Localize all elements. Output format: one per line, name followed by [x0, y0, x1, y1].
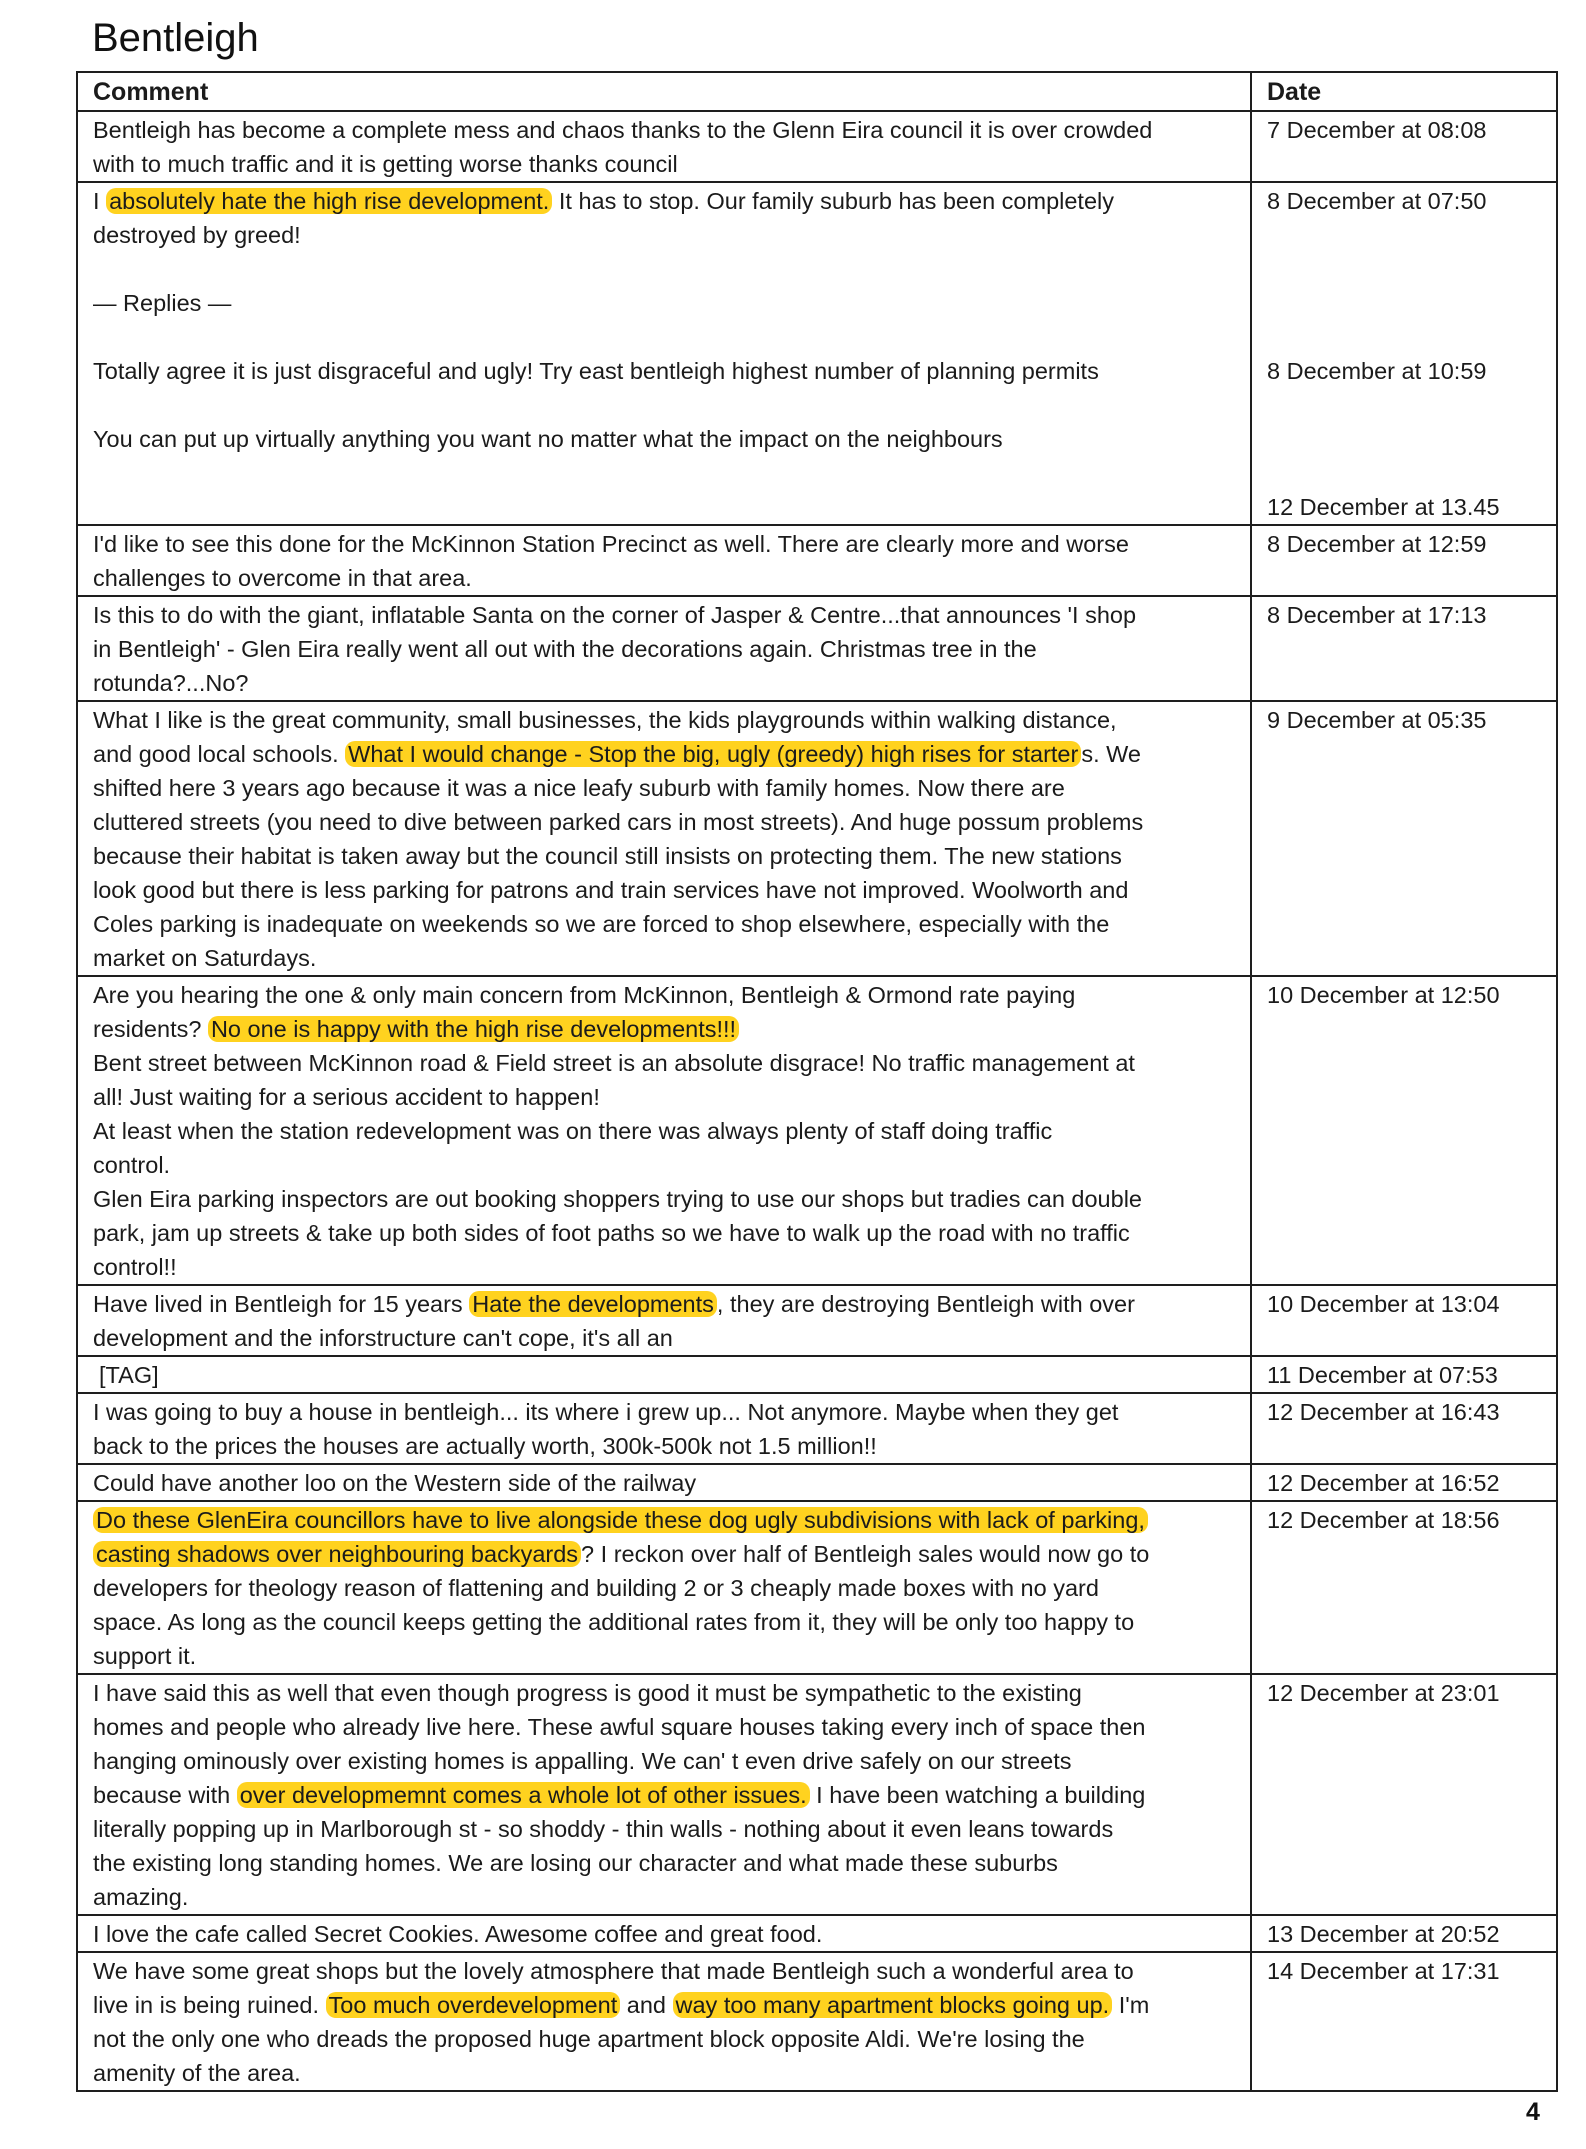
highlighted-text: way too many apartment blocks going up. — [673, 1992, 1113, 2018]
comment-cell — [77, 701, 1251, 976]
comment-text: I'd like to see this done for the McKinnon Station Precinct as well. There are clearly more and worse — [93, 531, 1129, 557]
comment-line — [93, 941, 1240, 975]
comment-line — [93, 1148, 1240, 1182]
comment-text: Have lived in Bentleigh for 15 years — [93, 1291, 470, 1317]
spacer — [93, 252, 1240, 286]
comment-cell — [77, 1915, 1251, 1952]
comment-text: support it. — [93, 1643, 197, 1669]
comment-cell — [77, 182, 1251, 525]
comment-text: destroyed by greed! — [93, 222, 301, 248]
date-cell — [1251, 1915, 1557, 1952]
comment-date: 13 December at 20:52 — [1267, 1921, 1500, 1947]
comment-line — [93, 1503, 1240, 1537]
comment-text: I have been watching a building — [809, 1782, 1146, 1808]
date-cell — [1251, 976, 1557, 1285]
table-row — [77, 1952, 1557, 2091]
comment-cell — [77, 1464, 1251, 1501]
comment-line — [93, 1676, 1240, 1710]
replies-label: — Replies — — [93, 290, 232, 316]
comment-text: the existing long standing homes. We are losing our character and what made these suburbs — [93, 1850, 1058, 1876]
comment-line — [93, 1466, 1240, 1500]
comment-text: with to much traffic and it is getting worse thanks council — [93, 151, 678, 177]
table-row — [77, 1915, 1557, 1952]
date-cell — [1251, 182, 1557, 525]
comment-text: hanging ominously over existing homes is appalling. We can' t even drive safely on our streets — [93, 1748, 1072, 1774]
reply-date: 8 December at 10:59 — [1267, 358, 1487, 384]
comment-date: 12 December at 16:52 — [1267, 1470, 1500, 1496]
comment-text: Bentleigh has become a complete mess and chaos thanks to the Glenn Eira council it is over crowded — [93, 117, 1153, 143]
comment-text: Could have another loo on the Western side of the railway — [93, 1470, 697, 1496]
comment-line — [93, 1358, 1240, 1392]
table-row — [77, 1356, 1557, 1393]
table-row — [77, 525, 1557, 596]
comment-line — [93, 1114, 1240, 1148]
date-cell — [1251, 1674, 1557, 1915]
date-column-header: Date — [1251, 72, 1557, 111]
highlighted-text: Too much overdevelopment — [326, 1992, 621, 2018]
reply-date: 12 December at 13.45 — [1267, 494, 1500, 520]
comment-text: development and the inforstructure can't cope, it's all an — [93, 1325, 673, 1351]
date-cell — [1251, 1952, 1557, 2091]
comment-line — [93, 666, 1240, 700]
comment-text: literally popping up in Marlborough st - so shoddy - thin walls - nothing about it even leans towards — [93, 1816, 1114, 1842]
comment-date: 7 December at 08:08 — [1267, 117, 1487, 143]
spacer — [93, 388, 1240, 422]
comment-line — [93, 147, 1240, 181]
comment-text: look good but there is less parking for patrons and train services have not improved. Woolworth and — [93, 877, 1129, 903]
table-row — [77, 976, 1557, 1285]
comment-text: control!! — [93, 1254, 177, 1280]
comment-cell — [77, 1501, 1251, 1674]
date-cell — [1251, 111, 1557, 182]
highlighted-text: over developmemnt comes a whole lot of other issues. — [237, 1782, 810, 1808]
comment-line — [93, 1537, 1240, 1571]
comment-line — [93, 2056, 1240, 2090]
comment-text: I love the cafe called Secret Cookies. Awesome coffee and great food. — [93, 1921, 823, 1947]
date-cell — [1251, 1464, 1557, 1501]
comment-text: , they are destroying Bentleigh with over — [716, 1291, 1135, 1317]
comment-text: amazing. — [93, 1884, 189, 1910]
date-cell — [1251, 1393, 1557, 1464]
date-cell — [1251, 525, 1557, 596]
comment-line — [93, 632, 1240, 666]
comment-text: Is this to do with the giant, inflatable Santa on the corner of Jasper & Centre...that announces 'I shop — [93, 602, 1137, 628]
spacer — [93, 456, 1240, 490]
comment-line — [93, 184, 1240, 218]
comment-line — [93, 1954, 1240, 1988]
comment-text: I — [93, 188, 107, 214]
comment-line — [93, 1988, 1240, 2022]
comment-text: park, jam up streets & take up both sides of foot paths so we have to walk up the road with no traffic — [93, 1220, 1130, 1246]
comment-date: 12 December at 18:56 — [1267, 1507, 1500, 1533]
table-row — [77, 596, 1557, 701]
comment-line — [93, 1046, 1240, 1080]
comment-date: 14 December at 17:31 — [1267, 1958, 1500, 1984]
comment-text: Coles parking is inadequate on weekends so we are forced to shop elsewhere, especially with the — [93, 911, 1110, 937]
comment-text: and good local schools. — [93, 741, 346, 767]
page-number: 4 — [1526, 2098, 1540, 2126]
comment-text: shifted here 3 years ago because it was a nice leafy suburb with family homes. Now there are — [93, 775, 1065, 801]
comment-cell — [77, 596, 1251, 701]
comment-line — [93, 1778, 1240, 1812]
comment-date: 12 December at 16:43 — [1267, 1399, 1500, 1425]
highlighted-text: casting shadows over neighbouring backyards — [93, 1541, 581, 1567]
comment-text: I was going to buy a house in bentleigh... its where i grew up... Not anymore. Maybe when they get — [93, 1399, 1119, 1425]
reply-text: You can put up virtually anything you want no matter what the impact on the neighbours — [93, 426, 1003, 452]
comments-table — [76, 71, 1558, 2092]
comment-text: back to the prices the houses are actually worth, 300k-500k not 1.5 million!! — [93, 1433, 877, 1459]
spacer — [1267, 218, 1546, 286]
comments-table-body — [77, 111, 1557, 2091]
comment-text: in Bentleigh' - Glen Eira really went all out with the decorations again. Christmas tree in the — [93, 636, 1037, 662]
table-row — [77, 1285, 1557, 1356]
comment-line — [93, 1880, 1240, 1914]
comment-line — [93, 873, 1240, 907]
comment-line — [93, 218, 1240, 252]
table-row — [77, 701, 1557, 976]
comment-date: 9 December at 05:35 — [1267, 707, 1487, 733]
table-row — [77, 1501, 1557, 1674]
comment-text: live in is being ruined. — [93, 1992, 326, 2018]
comment-cell — [77, 525, 1251, 596]
table-row — [77, 1393, 1557, 1464]
comment-text: amenity of the area. — [93, 2060, 301, 2086]
comment-text: and — [620, 1992, 673, 2018]
comment-text: because their habitat is taken away but the council still insists on protecting them. The new stations — [93, 843, 1122, 869]
comment-line — [93, 1639, 1240, 1673]
spacer — [1267, 388, 1546, 456]
comment-text: rotunda?...No? — [93, 670, 249, 696]
comment-date: 10 December at 12:50 — [1267, 982, 1500, 1008]
table-row — [77, 182, 1557, 525]
comment-date: 10 December at 13:04 — [1267, 1291, 1500, 1317]
comment-text: At least when the station redevelopment was on there was always plenty of staff doing traffic — [93, 1118, 1053, 1144]
comment-date: 12 December at 23:01 — [1267, 1680, 1500, 1706]
comment-cell — [77, 1285, 1251, 1356]
comment-line — [93, 561, 1240, 595]
comment-text: What I like is the great community, small businesses, the kids playgrounds within walking distance, — [93, 707, 1117, 733]
highlighted-text: Do these GlenEira councillors have to live alongside these dog ugly subdivisions with lack of parking, — [93, 1507, 1148, 1533]
date-cell — [1251, 701, 1557, 976]
comment-date: 8 December at 17:13 — [1267, 602, 1487, 628]
comment-line — [93, 1321, 1240, 1355]
date-cell — [1251, 596, 1557, 701]
comment-line — [93, 598, 1240, 632]
comment-text: It has to stop. Our family suburb has been completely — [552, 188, 1114, 214]
comment-text: Bent street between McKinnon road & Field street is an absolute disgrace! No traffic management at — [93, 1050, 1135, 1076]
comment-line — [93, 907, 1240, 941]
comment-text: space. As long as the council keeps getting the additional rates from it, they will be only too happy to — [93, 1609, 1135, 1635]
spacer — [1267, 456, 1546, 490]
comment-line — [93, 1216, 1240, 1250]
comment-text: Are you hearing the one & only main concern from McKinnon, Bentleigh & Ormond rate paying — [93, 982, 1076, 1008]
comment-cell — [77, 1952, 1251, 2091]
comment-text: Glen Eira parking inspectors are out booking shoppers trying to use our shops but tradies can double — [93, 1186, 1142, 1212]
table-row — [77, 1464, 1557, 1501]
date-cell — [1251, 1356, 1557, 1393]
table-header-row — [77, 72, 1557, 111]
comment-line — [93, 113, 1240, 147]
comment-line — [93, 1710, 1240, 1744]
comment-line — [93, 1080, 1240, 1114]
table-row — [77, 1674, 1557, 1915]
comment-text: because with — [93, 1782, 237, 1808]
comment-text: cluttered streets (you need to dive between parked cars in most streets). And huge possum problems — [93, 809, 1144, 835]
comment-text: control. — [93, 1152, 171, 1178]
comment-text: challenges to overcome in that area. — [93, 565, 472, 591]
comment-cell — [77, 1393, 1251, 1464]
comment-line — [93, 1744, 1240, 1778]
comment-line — [93, 978, 1240, 1012]
comment-text: not the only one who dreads the proposed huge apartment block opposite Aldi. We're losing the — [93, 2026, 1085, 2052]
comment-line — [93, 1917, 1240, 1951]
highlighted-text: absolutely hate the high rise development. — [106, 188, 552, 214]
comment-line — [93, 805, 1240, 839]
comment-text: I'm — [1112, 1992, 1150, 2018]
highlighted-text: No one is happy with the high rise developments!!! — [208, 1016, 739, 1042]
date-cell — [1251, 1285, 1557, 1356]
comment-text: developers for theology reason of flattening and building 2 or 3 cheaply made boxes with no yard — [93, 1575, 1099, 1601]
comment-date: 8 December at 12:59 — [1267, 531, 1487, 557]
comment-date: 8 December at 07:50 — [1267, 188, 1487, 214]
comment-line — [93, 703, 1240, 737]
comment-line — [93, 1846, 1240, 1880]
comment-text: homes and people who already live here. These awful square houses taking every inch of space then — [93, 1714, 1146, 1740]
comment-text: s. We — [1081, 741, 1141, 767]
date-cell — [1251, 1501, 1557, 1674]
comment-line — [93, 737, 1240, 771]
spacer — [93, 490, 1240, 524]
reply-text: Totally agree it is just disgraceful and ugly! Try east bentleigh highest number of planning permits — [93, 358, 1099, 384]
comment-column-header: Comment — [77, 72, 1251, 111]
comment-text: We have some great shops but the lovely atmosphere that made Bentleigh such a wonderful area to — [93, 1958, 1134, 1984]
comment-date: 11 December at 07:53 — [1267, 1362, 1498, 1388]
comment-text: [TAG] — [99, 1362, 159, 1388]
highlighted-text: Hate the developments — [469, 1291, 717, 1317]
comment-line — [93, 1605, 1240, 1639]
comment-line — [93, 527, 1240, 561]
table-row — [77, 111, 1557, 182]
comment-cell — [77, 1356, 1251, 1393]
comment-cell — [77, 111, 1251, 182]
comment-line — [93, 2022, 1240, 2056]
page-title: Bentleigh — [92, 16, 259, 60]
spacer — [93, 320, 1240, 354]
comment-text: all! Just waiting for a serious accident to happen! — [93, 1084, 600, 1110]
comment-text: ? I reckon over half of Bentleigh sales would now go to — [581, 1541, 1150, 1567]
comment-line — [93, 1429, 1240, 1463]
comment-line — [93, 1287, 1240, 1321]
comment-line — [93, 1571, 1240, 1605]
comment-cell — [77, 976, 1251, 1285]
spacer — [1267, 286, 1546, 354]
highlighted-text: What I would change - Stop the big, ugly (greedy) high rises for starter — [345, 741, 1081, 767]
comment-line — [93, 839, 1240, 873]
comment-text: I have said this as well that even though progress is good it must be sympathetic to the existing — [93, 1680, 1082, 1706]
comment-line — [93, 1182, 1240, 1216]
comment-text: residents? — [93, 1016, 208, 1042]
comment-cell — [77, 1674, 1251, 1915]
comment-line — [93, 771, 1240, 805]
comment-line — [93, 1812, 1240, 1846]
comment-line — [93, 1250, 1240, 1284]
comment-line — [93, 1395, 1240, 1429]
comment-text: market on Saturdays. — [93, 945, 317, 971]
comment-line — [93, 1012, 1240, 1046]
